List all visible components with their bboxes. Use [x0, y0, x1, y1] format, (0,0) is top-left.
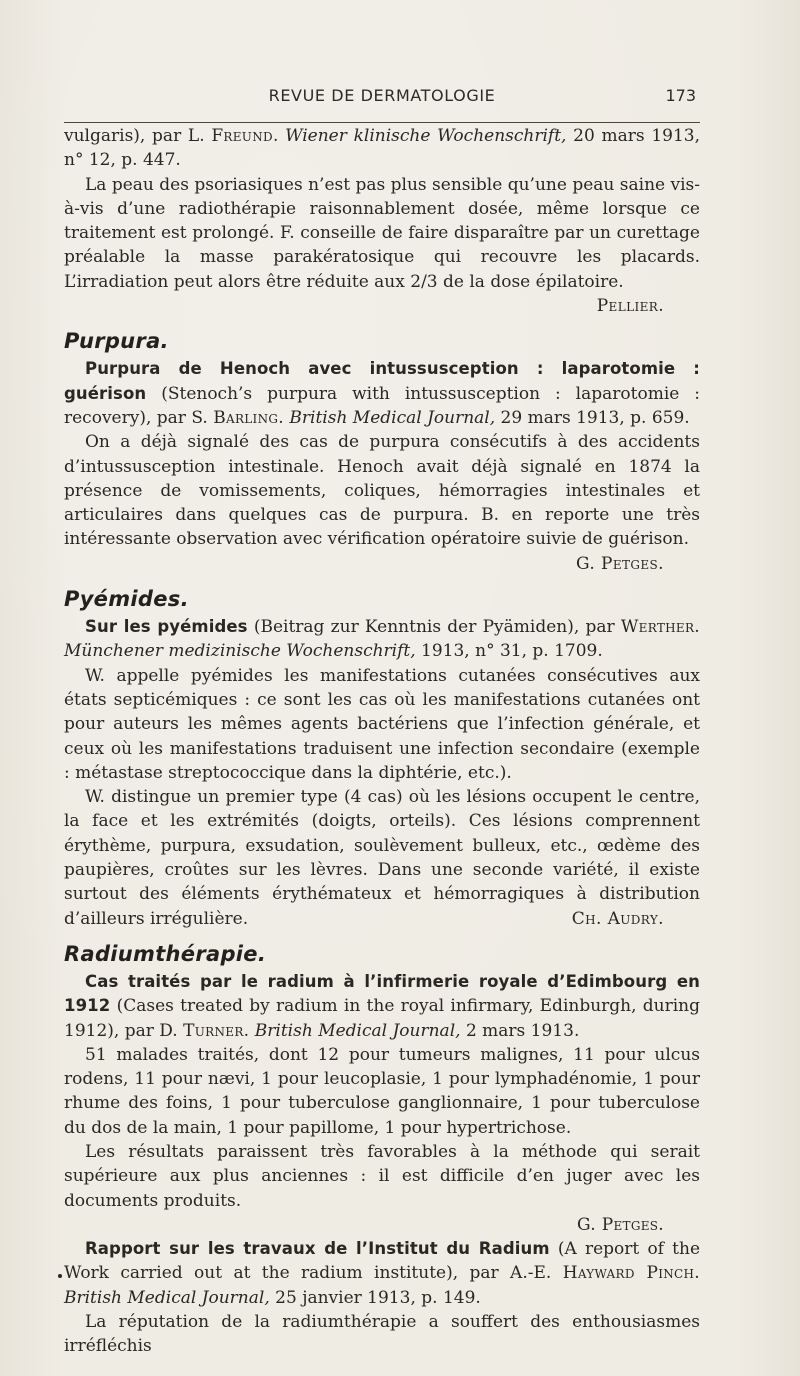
reference-text: (Beitrag zur Kenntnis der Pyämiden), par: [247, 617, 621, 638]
summary-paragraph: [64, 430, 700, 576]
article-body: [64, 124, 700, 1359]
summary-paragraph: [64, 664, 700, 785]
paragraph-text: W. appelle pyémides les manifestations cutanées consécutives aux états septicémiques : ce sont les cas où les manifestations cutanées ont pour auteurs les mêmes agents bactériens que l’infection générale, et ceux où les manifestations traduisent une infection secondaire (exemple : métastase streptococcique dans la diphtérie, etc.).: [64, 665, 700, 783]
author-name: Hayward Pinch.: [562, 1263, 700, 1284]
reference-text: (Stenoch’s purpura with intussusception : laparotomie : recovery), par S.: [64, 383, 700, 428]
signature-line: [64, 1213, 700, 1237]
reference-text: vulgaris), par L.: [64, 126, 212, 146]
reviewer-signature: Ch. Audry.: [571, 908, 664, 929]
journal-title: Wiener klinische Wochenschrift,: [285, 126, 567, 146]
article-reference: [64, 1237, 700, 1310]
section-title-pyemides: Pyémides.: [64, 587, 189, 612]
author-name: Turner.: [183, 1020, 250, 1041]
paragraph-text: Les résultats paraissent très favorables à la méthode qui serait supérieure aux plus anciennes : il est difficile d’en juger avec les documents produits.: [64, 1141, 700, 1211]
summary-paragraph: [64, 1140, 700, 1213]
reviewer-signature: G. Petges.: [577, 1214, 664, 1235]
reviewer-signature: Pellier.: [596, 296, 664, 317]
article-title: Rapport sur les travaux de l’Institut du Radium: [85, 1239, 550, 1259]
reference-text: (Cases treated by radium in the royal infirmary, Edinburgh, during 1912), par D.: [64, 996, 700, 1041]
reviewer-signature: G. Petges.: [576, 553, 664, 574]
reference-details: 20 mars 1913, n° 12, p. 447.: [64, 126, 700, 171]
journal-title: British Medical Journal,: [289, 407, 496, 428]
paragraph-text: 51 malades traités, dont 12 pour tumeurs malignes, 11 pour ulcus rodens, 11 pour nævi, 1 pour leucoplasie, 1 pour lymphadénomie, 1 pour rhume des foins, 1 pour tuberculose ganglionnaire, 1 pour tuberculose du dos de la main, 1 pour papillome, 1 pour hypertrichose.: [64, 1044, 700, 1138]
reference-details: 25 janvier 1913, p. 149.: [269, 1287, 481, 1308]
author-name: Freund: [211, 126, 273, 146]
section-title-radiumtherapie: Radiumthérapie.: [64, 941, 267, 966]
page-header: [64, 82, 700, 114]
summary-paragraph: [64, 1043, 700, 1140]
reference-details: 1913, n° 31, p. 1709.: [415, 641, 603, 662]
running-head: REVUE DE DERMATOLOGIE: [268, 86, 496, 105]
print-speck: [58, 1274, 62, 1278]
reference-details: 2 mars 1913.: [460, 1020, 580, 1041]
reference-text: (A report of the Work carried out at the radium institute), par A.-E.: [64, 1239, 701, 1284]
journal-title: British Medical Journal,: [254, 1020, 461, 1041]
article-title: Purpura de Henoch avec intussusception : laparotomie : guérison: [64, 359, 700, 403]
author-name: Barling.: [213, 407, 284, 428]
paragraph-text: W. distingue un premier type (4 cas) où les lésions occupent le centre, la face et les extrémités (doigts, orteils). Ces lésions comprennent érythème, purpura, exsudation, soulèvement bulleux, etc., œdème des paupières, croûtes sur les lèvres. Dans une seconde variété, il existe surtout des éléments érythémateux et hémorragiques à distribution d’ailleurs irrégulière.: [64, 787, 700, 929]
reference-continuation: vulgaris), par L. Freund. Wiener klinische Wochenschrift, 20 mars 1913, n° 12, p. 447.: [64, 126, 700, 171]
header-rule: [64, 122, 700, 123]
article-reference: [64, 970, 700, 1043]
paragraph-text: La réputation de la radiumthérapie a souffert des enthousiasmes irréfléchis: [64, 1312, 700, 1357]
article-title: Cas traités par le radium à l’infirmerie royale d’Edimbourg en 1912: [64, 971, 700, 1016]
article-title: Sur les pyémides: [85, 617, 248, 637]
page-number: 173: [665, 86, 696, 105]
summary-paragraph: [64, 1310, 700, 1359]
article-reference: [64, 357, 700, 430]
paragraph-text: La peau des psoriasiques n’est pas plus sensible qu’une peau saine vis-à-vis d’une radiothérapie raisonnablement dosée, même lorsque ce traitement est prolongé. F. conseille de faire disparaître par un curettage préalable la masse parakératosique qui recouvre les placards. L’irradiation peut alors être réduite aux 2/3 de la dose épilatoire.: [64, 174, 700, 292]
section-title-purpura: Purpura.: [64, 329, 169, 354]
summary-paragraph: [64, 785, 700, 931]
author-name: Werther.: [620, 617, 700, 638]
summary-paragraph: [64, 173, 700, 319]
journal-title: Münchener medizinische Wochenschrift,: [64, 641, 416, 662]
paragraph-text: On a déjà signalé des cas de purpura consécutifs à des accidents d’intussusception intestinale. Henoch avait déjà signalé en 1874 la présence de vomissements, coliques, hémorragies intestinales et articulaires dans quelques cas de purpura. B. en reporte une très intéressante observation avec vérification opératoire suivie de guérison.: [64, 432, 700, 550]
journal-title: British Medical Journal,: [64, 1287, 270, 1308]
reference-details: 29 mars 1913, p. 659.: [495, 407, 690, 428]
article-reference: [64, 615, 700, 664]
